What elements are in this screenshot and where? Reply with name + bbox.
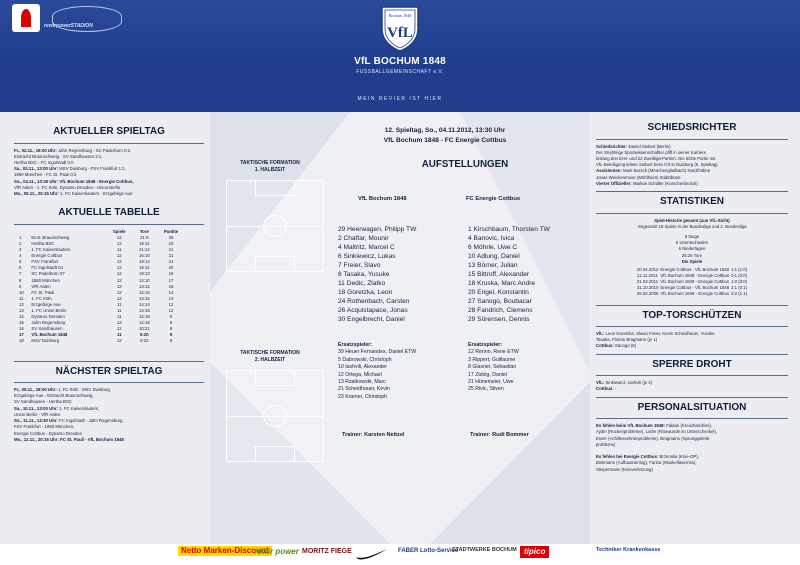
table-cell: 12 — [116, 259, 122, 265]
fixture-line: So., 11.11., 13:30 Uhr: FC Ingolstadt - Jahn Regensburg, — [14, 418, 124, 424]
player-line: 15 Bittroff, Alexander — [468, 271, 530, 279]
suspension-line: Cottbus: - — [596, 386, 617, 392]
record-line: 25:25 Tore — [681, 252, 703, 258]
table-cell: 12 — [168, 307, 174, 313]
club-name: VfL BOCHUM 1848 — [354, 56, 446, 67]
table-cell: 1860 München — [31, 277, 60, 283]
table-cell: 4 — [19, 253, 22, 259]
table-cell: 9 — [169, 326, 173, 332]
table-cell: SV Sandhausen — [31, 326, 63, 332]
table-cell: SC Paderborn 07 — [31, 271, 65, 277]
sub-line: 12 Ortega, Michael — [338, 371, 382, 378]
injury-line: Binkmann (Aufbautraining), Farina (Muskelfaserriss), — [596, 460, 697, 466]
home-subs — [338, 342, 416, 401]
scorer-line: Cottbus: Sanogo (6) — [596, 343, 637, 349]
scorer-line: VfL: Leon Goretzka, Slawo Freier, Kevin Scheidhauer, Yusuke — [596, 331, 715, 337]
history-row — [636, 291, 748, 297]
suspension-line: VfL: Sinkiewicz, Iashvili (je 4) — [596, 380, 653, 386]
aktueller-list — [14, 148, 204, 198]
record-line: 6 Niederlagen — [678, 246, 706, 252]
fixture-line: Fr., 02.11., 18:00 Uhr: Jahn Regensburg - SC Paderborn 0:2, — [14, 147, 132, 153]
header-banner — [0, 0, 800, 112]
player-line: 4 Maltritz, Marcel C — [338, 244, 395, 252]
table-cell: 16 — [19, 326, 24, 332]
referee-line: VfL-Beteiligung leitete Siebert beim 0:0 in Duisburg (6. Spieltag). — [596, 162, 719, 168]
table-cell: 19:11 — [139, 240, 150, 246]
table-cell: 12 — [19, 301, 24, 307]
history-table — [636, 267, 748, 297]
col-tore: Tore — [139, 228, 149, 234]
table-cell: 14:16 — [138, 307, 150, 313]
injury-line: Esser (Achillessehnenprobleme), Brügmann (Sprunggelenk- — [596, 435, 711, 441]
table-cell: 21 — [168, 259, 174, 265]
player-line: 29 Heerwagen, Philipp TW — [338, 226, 417, 233]
table-cell: 16:10 — [138, 253, 150, 259]
sub-line: 21 Hünemeier, Uwe — [468, 378, 514, 385]
table-cell: 14 — [168, 289, 174, 295]
sub-line: 12 Renno, Rene ETW — [468, 349, 519, 356]
table-cell: 21 — [168, 253, 174, 259]
table-cell: 12 — [116, 283, 122, 289]
sub-line: 21 Scheidhauer, Kevin — [338, 386, 390, 393]
table-cell: 20 — [168, 265, 174, 271]
history-cell: Energie Cottbus - VfL Bochum 1848 — [660, 267, 730, 273]
sperre-title: SPERRE DROHT — [652, 358, 732, 370]
fixture-line: FSV Frankfurt - 1860 München, — [14, 424, 75, 430]
player-line: 13 Börner, Julian — [468, 262, 518, 270]
history-cell: 1:1 (1:0) — [731, 267, 748, 273]
sub-line: 10 Iashvili, Alexander — [338, 364, 388, 371]
table-cell: VfL Bochum 1848 — [31, 332, 68, 338]
background-triangles — [210, 112, 590, 544]
table-cell: Energie Cottbus — [31, 253, 63, 259]
torschuetzen-text — [596, 331, 788, 350]
table-cell: 18 — [168, 271, 174, 277]
player-line: 29 Sörensen, Dennis — [468, 316, 530, 324]
divider — [14, 224, 204, 225]
player-line: 26 Acquistapace, Jonas — [338, 307, 408, 315]
player-line: 18 Goretzka, Leon — [338, 289, 393, 297]
sub-line: 17 Ziebig, Daniel — [468, 371, 507, 378]
table-cell: 8 — [19, 277, 22, 283]
table-cell: 18 — [19, 338, 24, 344]
schiri-title: SCHIEDSRICHTER — [647, 122, 737, 133]
match-header — [340, 126, 550, 145]
table-cell: 11 — [116, 332, 122, 338]
table-cell: 9 — [169, 320, 173, 326]
table-cell: 12 — [116, 234, 122, 240]
sponsor-stadtwerke: STADTWERKE BOCHUM — [452, 547, 517, 553]
player-line: 6 Möhrle, Uwe C — [468, 244, 518, 252]
player-line: 2 Chaftar, Mounir — [338, 235, 389, 243]
standings-table — [18, 229, 186, 345]
statistik-intro: Insgesamt 18 Spiele in der Bundesliga und 2. Bundesliga — [637, 223, 747, 229]
table-cell: 15:11 — [139, 265, 150, 271]
table-cell: 17 — [19, 332, 24, 338]
table-cell: MSV Duisburg — [31, 338, 60, 344]
divider — [14, 143, 204, 144]
left-column — [14, 112, 204, 443]
divider — [14, 382, 204, 383]
table-cell: 19:13 — [138, 271, 150, 277]
fixture-line: Union Berlin - VfR Aalen — [14, 411, 61, 417]
sub-line: 5 Dabrowski, Christoph — [338, 356, 392, 363]
table-cell: 12 — [116, 320, 122, 326]
table-cell: 12 — [116, 277, 122, 283]
personal-text — [596, 423, 788, 473]
table-cell: 12 — [116, 253, 122, 259]
table-cell: 30 — [168, 234, 174, 240]
fixture-line: Sa., 10.11., 13:00 Uhr: 1. FC Kaiserslautern, — [14, 405, 100, 411]
table-cell: FC Ingolstadt 04 — [31, 265, 63, 271]
sub-line: 25 Rivic, Stiven — [468, 386, 504, 393]
table-cell: 11 — [117, 314, 122, 320]
history-cell: VfL Bochum 1848 - Energie Cottbus — [660, 279, 730, 285]
table-cell: 6 — [19, 265, 22, 271]
table-cell: 3 — [19, 247, 22, 253]
table-cell: 12 — [116, 295, 122, 301]
scorer-line: Tasaka, Florian Brügmann (je 1) — [596, 337, 658, 343]
svg-text:VfL: VfL — [387, 25, 413, 41]
table-cell: 1. FC Köln — [31, 295, 52, 301]
away-subs — [468, 342, 519, 394]
player-line: 28 Fandrich, Clemens — [468, 307, 533, 315]
referee-line: Vierter Offizieller: Markus Schüller (Korschenbroich) — [596, 180, 698, 186]
fixture-line: Sa., 03.11., 13:00 Uhr: MSV Duisburg - FSV Frankfurt 1:2, — [14, 166, 126, 172]
sponsor-fiege: MORITZ FIEGE — [302, 548, 352, 555]
injury-line: Stiepermann (Knieverletzung) — [596, 466, 653, 472]
games-label: Die Spiele — [681, 258, 703, 264]
home-trainer: Trainer: Karsten Neitzel — [342, 432, 405, 438]
club-motto: MEIN REVIER IST HIER — [357, 96, 443, 102]
stadium-name: rewirpowerSTADION — [44, 23, 93, 29]
divider — [596, 191, 788, 192]
table-cell: 17 — [168, 277, 174, 283]
table-cell: 12 — [116, 326, 122, 332]
table-cell: 11 — [19, 295, 24, 301]
injury-line: Aydin (Rückenprobleme), Luthe (Risswunde im Unterschenkel), — [596, 429, 718, 435]
club-subtitle: FUSSBALLGEMEINSCHAFT e.V. — [356, 69, 444, 75]
history-cell: 20.04.2012 — [636, 267, 659, 273]
sponsor-netto: Netto Marken-Discount — [178, 546, 272, 556]
sub-line: 23 Kramer, Christoph — [338, 393, 388, 400]
referee-line: Der 28-jährige Sportwissenschaftler pfiff in seiner Karriere — [596, 149, 707, 155]
injury-line: Es fehlen beim VfL Bochum 1848: Fabian (Kreuzbandriss), — [596, 423, 712, 429]
table-cell: 13:15 — [138, 295, 150, 301]
table-cell: 9 — [169, 332, 173, 338]
table-cell: 23 — [168, 240, 174, 246]
aktueller-title: AKTUELLER SPIELTAG — [53, 126, 165, 137]
naechster-title: NÄCHSTER SPIELTAG — [55, 365, 163, 377]
table-cell: 1. FC Kaiserslautern — [31, 247, 71, 253]
statistik-sub: Spiel-Historie gesamt (aus VfL-Sicht) — [654, 217, 730, 223]
table-cell: 8 — [169, 338, 173, 344]
naechster-list — [14, 387, 204, 443]
player-line: 11 Dedic, Zlatko — [338, 280, 386, 288]
table-cell: 13:12 — [138, 283, 150, 289]
table-cell: 21:5 — [140, 234, 149, 240]
table-cell: 12 — [116, 265, 122, 271]
table-cell: VfR Aalen — [31, 283, 51, 289]
table-cell: 13 — [19, 307, 24, 313]
table-cell: 13 — [168, 295, 174, 301]
lineups-title: AUFSTELLUNGEN — [421, 159, 509, 170]
divider — [596, 418, 788, 419]
right-column — [596, 112, 788, 473]
divider — [596, 213, 788, 214]
divider — [596, 139, 788, 140]
table-cell: 16 — [168, 283, 174, 289]
history-cell: 1:0 (0:0) — [731, 279, 748, 285]
personal-title: PERSONALSITUATION — [637, 401, 747, 413]
formation-label-1: TAKTISCHE FORMATION 1. HALBZEIT — [240, 160, 300, 173]
table-cell: 12:18 — [138, 320, 150, 326]
table-cell: Hertha BSC — [31, 240, 55, 246]
player-line: 27 Sanogo, Boubacar — [468, 298, 532, 306]
player-line: 20 Engel, Konstantin — [468, 289, 529, 297]
table-cell: 9 — [169, 314, 173, 320]
table-cell: 21:14 — [138, 247, 150, 253]
nike-swoosh-icon — [354, 548, 388, 560]
history-cell: Energie Cottbus - VfL Bochum 1848 — [660, 285, 730, 291]
table-cell: 14:10 — [138, 277, 150, 283]
table-cell: 10:21 — [138, 326, 150, 332]
schiri-text — [596, 144, 788, 188]
table-cell: 1. FC Union Berlin — [31, 307, 67, 313]
col-punkte: Punkte — [163, 228, 179, 234]
table-cell: 9 — [19, 283, 22, 289]
table-cell: 11 — [117, 301, 122, 307]
table-cell: 11 — [117, 247, 122, 253]
player-line: 24 Rothenbach, Carsten — [338, 298, 410, 306]
player-line: 7 Freier, Slavo — [338, 262, 381, 270]
sub-line: 39 Heuer Fernandes, Daniel ETW — [338, 349, 417, 356]
sponsor-tk: Techniker Krankenkasse — [596, 547, 661, 553]
fixture-line: Erzgebirge Aue - Eintracht Braunschweig, — [14, 393, 94, 399]
fixture-line: Energie Cottbus - Dynamo Dresden — [14, 430, 83, 436]
table-cell: 14 — [19, 314, 24, 320]
player-line: 30 Engelbrecht, Daniel — [338, 316, 405, 324]
referee-line: Assistenten: Mark Borsch (Mönchengladbach) Nordrhübne — [596, 168, 711, 174]
table-cell: 6:20 — [140, 332, 149, 338]
lineup-panel — [210, 112, 590, 544]
injury-line: Es fehlen bei Energie Cottbus: Brzenska (Knie-OP), — [596, 454, 699, 460]
away-lineup — [468, 225, 550, 324]
away-subs-label: Ersatzspieler: — [468, 342, 503, 348]
tabelle-title: AKTUELLE TABELLE — [58, 207, 160, 219]
match-date: 12. Spieltag, So., 04.11.2012, 13:30 Uhr — [384, 127, 506, 134]
divider — [14, 361, 204, 362]
fixture-line: Mo., 12.11., 20:15 Uhr: FC St. Pauli - VfL Bochum 1848 — [14, 436, 124, 442]
history-cell: 21.11.2011 — [636, 273, 658, 279]
table-cell: 1 — [19, 234, 22, 240]
col-spiele: Spiele — [112, 228, 126, 234]
history-cell: 2:1 (0:1) — [731, 285, 748, 291]
player-line: 8 Tasaka, Yusuke — [338, 271, 390, 279]
sub-line: 3 Rippert, Guillaume — [468, 356, 516, 363]
table-cell: Jahn Regensburg — [31, 320, 66, 326]
history-cell: 0:1 (0:0) — [731, 273, 748, 279]
table-cell: 12 — [168, 301, 174, 307]
table-cell: 9:23 — [140, 338, 149, 344]
player-line: 18 Kruska, Marc Andre — [468, 280, 536, 288]
divider — [596, 326, 788, 327]
table-cell: 2 — [19, 240, 22, 246]
history-cell: 31.10.2010 — [636, 285, 659, 291]
fixture-line: SV Sandhausen - Hertha BSC — [14, 399, 72, 405]
referee-line: Jonas Weickenmeier (Mühlheim) Südtribüne — [596, 174, 681, 180]
history-cell: VfL Bochum 1848 - Energie Cottbus — [660, 273, 730, 279]
torschuetzen-title: TOP-TORSCHÜTZEN — [642, 309, 742, 321]
sponsor-tipico: tipico — [520, 546, 549, 558]
referee-line: Schiedsrichter: Daniel Siebert (Berlin) — [596, 143, 671, 149]
fixture-line: VfR Aalen - 1. FC Köln, Dynamo Dresden - Union Berlin — [14, 184, 121, 190]
table-cell: 18:14 — [138, 259, 150, 265]
sub-line: 13 Rzatkowski, Marc — [338, 378, 386, 385]
table-cell: 12 — [116, 271, 122, 277]
sub-line: 8 Glasner, Sebastian — [468, 364, 517, 371]
sperre-text — [596, 380, 788, 392]
record-line: 6 Siege — [684, 233, 700, 239]
player-line: 10 Adlung, Daniel — [468, 253, 520, 261]
fixture-line: So., 04.11., 13:30 Uhr: VfL Bochum 1848 - Energie Cottbus, — [14, 178, 134, 184]
table-cell: 7 — [19, 271, 22, 277]
table-cell: 12:15 — [138, 289, 150, 295]
referee-line: bislang drei Erst- und 22 Zweitliga-Partien. Die letzte Partie mit — [596, 155, 716, 161]
pitch-second-half — [226, 370, 324, 462]
table-cell: 5 — [19, 259, 22, 265]
table-cell: 21 — [168, 247, 174, 253]
table-cell: FSV Frankfurt — [31, 259, 59, 265]
svg-text:Bochum 1848: Bochum 1848 — [388, 13, 412, 18]
fixture-line: 1860 München - FC St. Pauli 0:2 — [14, 172, 77, 178]
divider — [596, 305, 788, 306]
history-cell: 21.03.2011 — [636, 279, 659, 285]
home-subs-label: Ersatzspieler: — [338, 342, 373, 348]
history-cell: 28.02.2009 — [636, 291, 659, 297]
away-team-name: FC Energie Cottbus — [466, 196, 521, 202]
divider — [596, 354, 788, 355]
fixture-line: Fr., 09.11., 18:00 Uhr: 1. FC Köln - MSV Duisburg, — [14, 387, 111, 393]
table-cell: 15 — [19, 320, 24, 326]
table-cell: 12 — [116, 289, 122, 295]
bundesliga-logo — [12, 4, 40, 32]
fixture-line: Mo., 05.11., 20:15 Uhr: 1. FC Kaiserslautern - Erzgebirge Aue — [14, 191, 133, 197]
home-lineup — [338, 225, 416, 324]
table-cell: 12 — [116, 240, 122, 246]
player-line: 6 Sinkiewicz, Lukas — [338, 253, 396, 261]
table-cell: 12:18 — [138, 314, 150, 320]
statistik-record — [596, 234, 788, 259]
pitch-first-half — [226, 180, 324, 272]
player-line: 4 Banovic, Ivica — [468, 235, 515, 243]
table-cell: 10 — [19, 289, 24, 295]
sponsor-rewirpower: rewir power — [254, 547, 299, 556]
history-cell: 3:2 (1:1) — [731, 291, 748, 297]
injury-line: probleme) — [596, 441, 616, 447]
divider — [596, 397, 788, 398]
table-cell: 14:14 — [138, 301, 150, 307]
formation-label-2: TAKTISCHE FORMATION 2. HALBZEIT — [240, 350, 300, 363]
table-cell: 12 — [116, 338, 122, 344]
record-line: 6 Unentschieden — [675, 240, 709, 246]
away-trainer: Trainer: Rudi Bommer — [470, 432, 529, 438]
fixture-line: Eintracht Braunschweig - SV Sandhausen 2:1, — [14, 153, 103, 159]
home-team-name: VfL Bochum 1848 — [358, 196, 407, 202]
fixture-line: Hertha BSC - FC Ingolstadt 0:0 — [14, 159, 74, 165]
table-cell: FC St. Pauli — [31, 289, 55, 295]
table-cell: Erzgebirge Aue — [31, 301, 61, 307]
statistiken-title: STATISTIKEN — [659, 196, 725, 208]
divider — [596, 375, 788, 376]
table-cell: Dynamo Dresden — [31, 314, 65, 320]
player-line: 1 Kirschbaum, Thorsten TW — [468, 226, 550, 233]
table-cell: Eintr. Braunschweig — [31, 234, 70, 240]
sponsor-faber: FABER Lotto-Service — [398, 548, 459, 554]
history-cell: VfL Bochum 1848 - Energie Cottbus — [660, 291, 730, 297]
table-cell: 11 — [117, 307, 122, 313]
match-teams: VfL Bochum 1848 - FC Energie Cottbus — [383, 136, 507, 144]
club-crest — [380, 5, 420, 53]
